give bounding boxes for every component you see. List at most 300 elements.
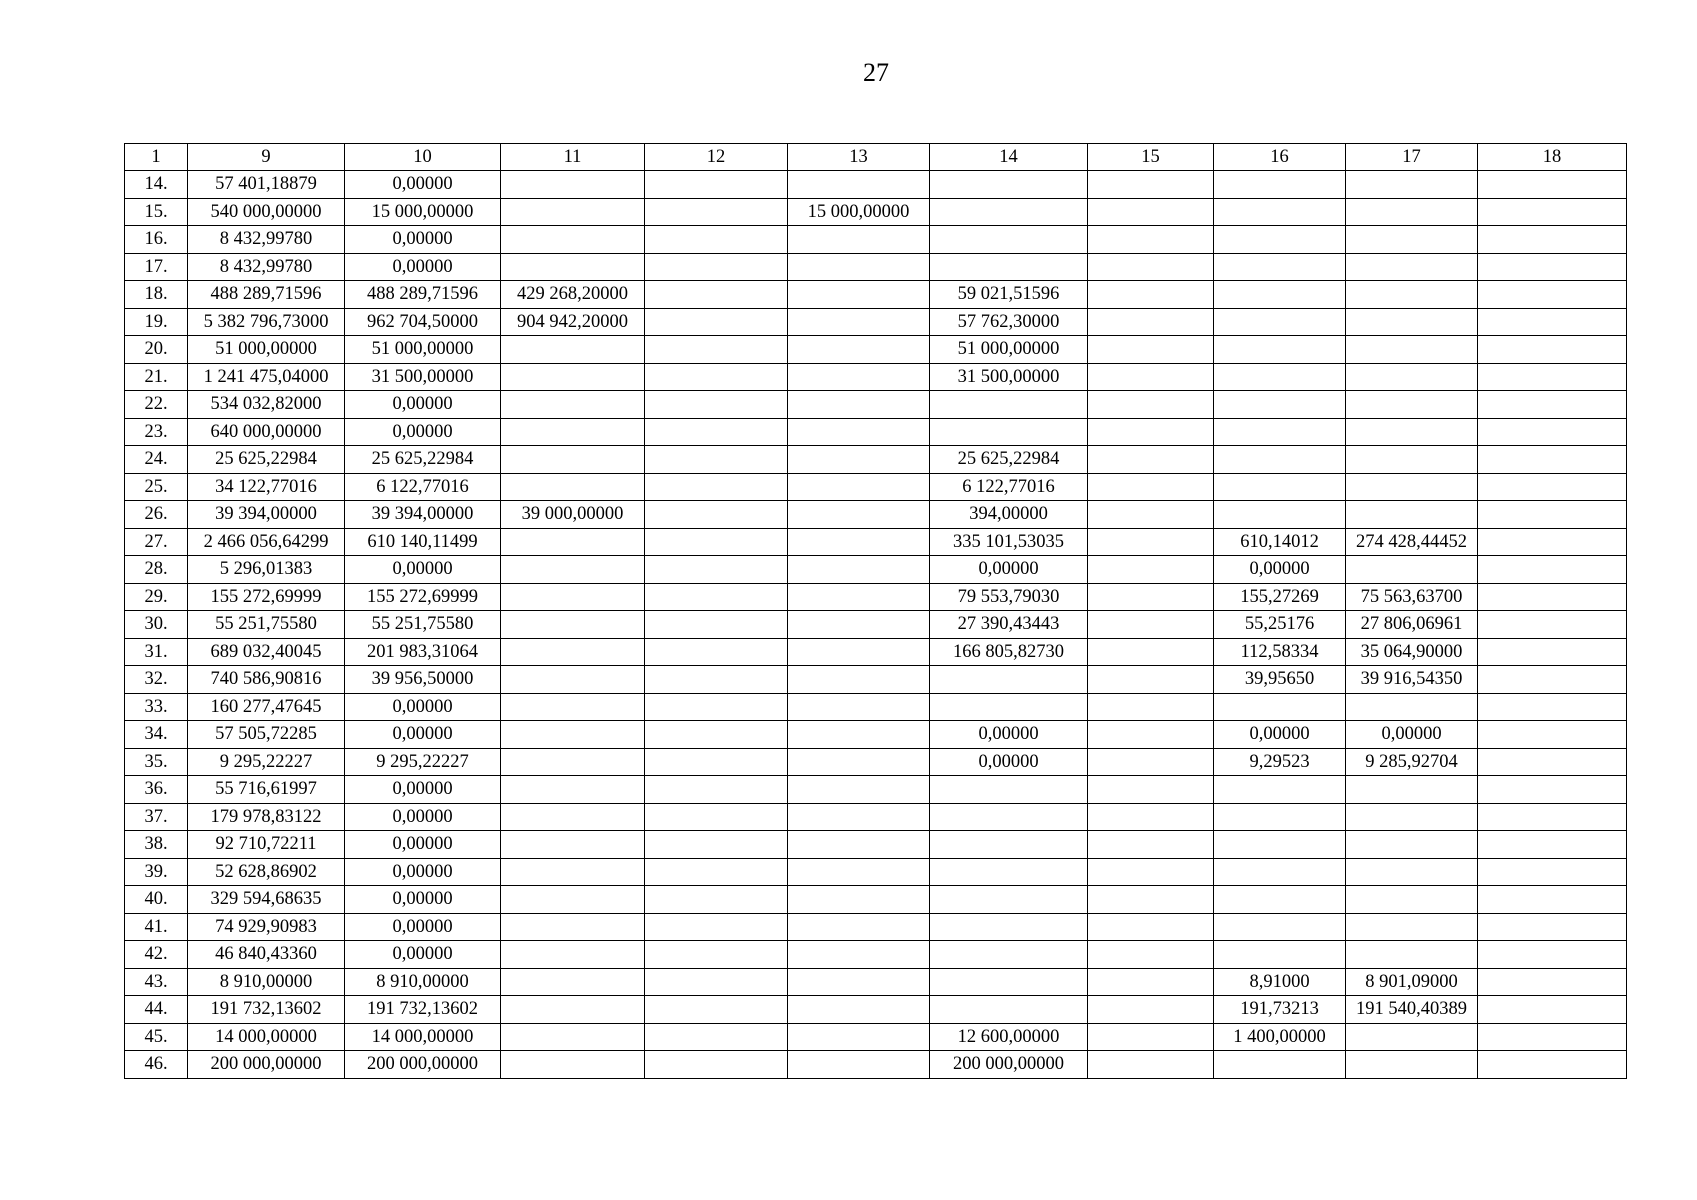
table-cell bbox=[930, 391, 1088, 419]
table-cell bbox=[1478, 473, 1627, 501]
table-cell: 488 289,71596 bbox=[188, 281, 345, 309]
table-cell bbox=[1346, 446, 1478, 474]
table-row bbox=[125, 941, 1627, 969]
row-number-cell: 46. bbox=[125, 1051, 188, 1079]
table-header-row bbox=[125, 144, 1627, 171]
table-cell bbox=[1478, 528, 1627, 556]
row-number-cell: 24. bbox=[125, 446, 188, 474]
table-cell bbox=[1478, 858, 1627, 886]
row-number-cell: 23. bbox=[125, 418, 188, 446]
table-cell: 8 910,00000 bbox=[188, 968, 345, 996]
table-cell: 112,58334 bbox=[1214, 638, 1346, 666]
table-row bbox=[125, 556, 1627, 584]
table-cell bbox=[1214, 473, 1346, 501]
table-cell: 166 805,82730 bbox=[930, 638, 1088, 666]
table-cell bbox=[1088, 308, 1214, 336]
table-cell bbox=[1214, 1051, 1346, 1079]
table-cell bbox=[1088, 886, 1214, 914]
table-cell bbox=[1478, 391, 1627, 419]
table-cell: 31 500,00000 bbox=[345, 363, 501, 391]
table-cell bbox=[930, 253, 1088, 281]
row-number-cell: 30. bbox=[125, 611, 188, 639]
table-cell: 740 586,90816 bbox=[188, 666, 345, 694]
page-number: 27 bbox=[863, 58, 889, 87]
table-cell bbox=[645, 171, 788, 199]
table-cell bbox=[1478, 1023, 1627, 1051]
row-number-cell: 28. bbox=[125, 556, 188, 584]
table-cell bbox=[645, 913, 788, 941]
table-cell bbox=[1478, 418, 1627, 446]
table-cell: 200 000,00000 bbox=[345, 1051, 501, 1079]
table-row bbox=[125, 1051, 1627, 1079]
table-cell bbox=[1478, 803, 1627, 831]
table-cell bbox=[1088, 501, 1214, 529]
row-number-cell: 36. bbox=[125, 776, 188, 804]
table-cell: 0,00000 bbox=[345, 941, 501, 969]
table-cell bbox=[1478, 721, 1627, 749]
table-cell bbox=[1088, 638, 1214, 666]
row-number-cell: 29. bbox=[125, 583, 188, 611]
table-cell: 200 000,00000 bbox=[188, 1051, 345, 1079]
table-cell bbox=[1088, 198, 1214, 226]
table-cell bbox=[1088, 363, 1214, 391]
table-cell bbox=[501, 941, 645, 969]
table-cell bbox=[1214, 418, 1346, 446]
table-cell: 0,00000 bbox=[345, 226, 501, 254]
table-cell: 335 101,53035 bbox=[930, 528, 1088, 556]
table-cell: 155,27269 bbox=[1214, 583, 1346, 611]
table-cell: 55 251,75580 bbox=[345, 611, 501, 639]
row-number-cell: 45. bbox=[125, 1023, 188, 1051]
table-cell: 39 394,00000 bbox=[188, 501, 345, 529]
table-cell bbox=[645, 363, 788, 391]
table-cell: 191 540,40389 bbox=[1346, 996, 1478, 1024]
table-row bbox=[125, 638, 1627, 666]
table-cell bbox=[1088, 858, 1214, 886]
table-cell bbox=[1088, 748, 1214, 776]
column-header: 13 bbox=[788, 144, 930, 171]
table-cell bbox=[1478, 693, 1627, 721]
table-cell bbox=[645, 556, 788, 584]
table-cell bbox=[1088, 941, 1214, 969]
table-cell: 0,00000 bbox=[345, 776, 501, 804]
table-cell bbox=[501, 886, 645, 914]
table-cell bbox=[645, 418, 788, 446]
table-cell: 55,25176 bbox=[1214, 611, 1346, 639]
table-cell bbox=[1088, 253, 1214, 281]
table-cell: 0,00000 bbox=[345, 391, 501, 419]
table-cell: 962 704,50000 bbox=[345, 308, 501, 336]
table-cell: 0,00000 bbox=[345, 693, 501, 721]
table-cell bbox=[788, 501, 930, 529]
row-number-cell: 19. bbox=[125, 308, 188, 336]
table-cell bbox=[501, 336, 645, 364]
table-cell: 12 600,00000 bbox=[930, 1023, 1088, 1051]
table-cell bbox=[645, 198, 788, 226]
table-cell: 15 000,00000 bbox=[788, 198, 930, 226]
table-row bbox=[125, 308, 1627, 336]
table-cell bbox=[788, 666, 930, 694]
table-row bbox=[125, 831, 1627, 859]
table-cell: 0,00000 bbox=[930, 721, 1088, 749]
table-cell: 14 000,00000 bbox=[188, 1023, 345, 1051]
table-cell bbox=[1214, 336, 1346, 364]
table-cell bbox=[1346, 776, 1478, 804]
table-cell: 74 929,90983 bbox=[188, 913, 345, 941]
table-cell bbox=[788, 1023, 930, 1051]
table-cell bbox=[1088, 418, 1214, 446]
table-cell bbox=[1346, 858, 1478, 886]
table-row bbox=[125, 776, 1627, 804]
table-cell bbox=[645, 996, 788, 1024]
table-cell bbox=[1478, 941, 1627, 969]
table-cell bbox=[645, 941, 788, 969]
table-cell bbox=[501, 473, 645, 501]
table-cell bbox=[501, 391, 645, 419]
table-cell bbox=[1478, 363, 1627, 391]
table-cell bbox=[788, 363, 930, 391]
table-cell bbox=[1088, 693, 1214, 721]
table-cell bbox=[1478, 638, 1627, 666]
table-cell: 0,00000 bbox=[930, 748, 1088, 776]
table-cell: 75 563,63700 bbox=[1346, 583, 1478, 611]
table-cell bbox=[645, 281, 788, 309]
table-cell bbox=[501, 198, 645, 226]
column-header: 15 bbox=[1088, 144, 1214, 171]
table-cell bbox=[930, 913, 1088, 941]
table-cell bbox=[1478, 446, 1627, 474]
table-cell: 0,00000 bbox=[345, 913, 501, 941]
table-cell bbox=[501, 666, 645, 694]
table-cell bbox=[788, 253, 930, 281]
table-cell: 15 000,00000 bbox=[345, 198, 501, 226]
table-cell: 191 732,13602 bbox=[345, 996, 501, 1024]
table-cell bbox=[1478, 748, 1627, 776]
table-cell: 0,00000 bbox=[345, 886, 501, 914]
row-number-cell: 20. bbox=[125, 336, 188, 364]
table-cell bbox=[1478, 556, 1627, 584]
table-cell: 5 296,01383 bbox=[188, 556, 345, 584]
table-cell bbox=[1346, 473, 1478, 501]
table-cell bbox=[788, 611, 930, 639]
table-cell: 610 140,11499 bbox=[345, 528, 501, 556]
table-cell bbox=[788, 996, 930, 1024]
table-cell: 46 840,43360 bbox=[188, 941, 345, 969]
table-cell bbox=[1478, 666, 1627, 694]
table-cell bbox=[501, 226, 645, 254]
table-cell: 25 625,22984 bbox=[188, 446, 345, 474]
table-cell bbox=[645, 748, 788, 776]
table-cell bbox=[1346, 363, 1478, 391]
table-row bbox=[125, 913, 1627, 941]
table-cell: 9 295,22227 bbox=[345, 748, 501, 776]
table-cell bbox=[501, 638, 645, 666]
table-row bbox=[125, 226, 1627, 254]
table-cell bbox=[1346, 226, 1478, 254]
table-cell: 1 241 475,04000 bbox=[188, 363, 345, 391]
table-cell: 6 122,77016 bbox=[345, 473, 501, 501]
table-row bbox=[125, 858, 1627, 886]
table-cell: 689 032,40045 bbox=[188, 638, 345, 666]
table-cell bbox=[788, 693, 930, 721]
table-cell: 9 285,92704 bbox=[1346, 748, 1478, 776]
table-cell: 0,00000 bbox=[345, 858, 501, 886]
table-cell: 25 625,22984 bbox=[930, 446, 1088, 474]
table-cell bbox=[1088, 226, 1214, 254]
table-cell: 640 000,00000 bbox=[188, 418, 345, 446]
row-number-cell: 14. bbox=[125, 171, 188, 199]
table-cell: 429 268,20000 bbox=[501, 281, 645, 309]
table-row bbox=[125, 336, 1627, 364]
table-cell bbox=[1478, 281, 1627, 309]
table-cell bbox=[788, 418, 930, 446]
data-table bbox=[124, 143, 1627, 1079]
table-cell: 8 432,99780 bbox=[188, 253, 345, 281]
table-cell bbox=[501, 1051, 645, 1079]
table-cell bbox=[788, 336, 930, 364]
table-cell: 274 428,44452 bbox=[1346, 528, 1478, 556]
table-cell bbox=[1214, 831, 1346, 859]
table-cell: 0,00000 bbox=[1214, 556, 1346, 584]
table-cell bbox=[645, 473, 788, 501]
table-cell bbox=[1088, 913, 1214, 941]
column-header: 18 bbox=[1478, 144, 1627, 171]
table-cell bbox=[1214, 281, 1346, 309]
row-number-cell: 16. bbox=[125, 226, 188, 254]
table-cell: 8 901,09000 bbox=[1346, 968, 1478, 996]
table-cell bbox=[1214, 253, 1346, 281]
table-cell bbox=[788, 473, 930, 501]
table-cell: 39 394,00000 bbox=[345, 501, 501, 529]
table-cell: 610,14012 bbox=[1214, 528, 1346, 556]
table-cell bbox=[1478, 1051, 1627, 1079]
table-cell bbox=[1346, 693, 1478, 721]
table-cell bbox=[1346, 886, 1478, 914]
table-cell bbox=[645, 968, 788, 996]
table-cell bbox=[788, 831, 930, 859]
table-cell bbox=[1346, 281, 1478, 309]
table-cell bbox=[1088, 996, 1214, 1024]
table-cell bbox=[930, 693, 1088, 721]
table-cell bbox=[645, 391, 788, 419]
table-cell bbox=[1478, 996, 1627, 1024]
table-row bbox=[125, 968, 1627, 996]
table-cell: 191 732,13602 bbox=[188, 996, 345, 1024]
table-cell: 2 466 056,64299 bbox=[188, 528, 345, 556]
table-cell bbox=[645, 226, 788, 254]
table-cell: 9,29523 bbox=[1214, 748, 1346, 776]
table-row bbox=[125, 886, 1627, 914]
table-cell bbox=[1346, 1051, 1478, 1079]
table-cell: 27 390,43443 bbox=[930, 611, 1088, 639]
table-cell bbox=[1088, 968, 1214, 996]
table-cell: 27 806,06961 bbox=[1346, 611, 1478, 639]
table-cell: 51 000,00000 bbox=[930, 336, 1088, 364]
table-cell bbox=[645, 858, 788, 886]
table-cell bbox=[645, 666, 788, 694]
table-cell bbox=[1346, 308, 1478, 336]
table-cell bbox=[1214, 913, 1346, 941]
table-cell: 540 000,00000 bbox=[188, 198, 345, 226]
table-cell: 55 251,75580 bbox=[188, 611, 345, 639]
table-cell bbox=[788, 721, 930, 749]
table-cell: 0,00000 bbox=[345, 253, 501, 281]
table-cell bbox=[1214, 198, 1346, 226]
table-cell bbox=[1478, 171, 1627, 199]
table-cell bbox=[645, 693, 788, 721]
table-cell: 0,00000 bbox=[1214, 721, 1346, 749]
table-cell bbox=[788, 858, 930, 886]
table-cell bbox=[501, 831, 645, 859]
table-cell: 329 594,68635 bbox=[188, 886, 345, 914]
table-cell bbox=[645, 803, 788, 831]
table-cell bbox=[930, 226, 1088, 254]
table-cell: 0,00000 bbox=[345, 556, 501, 584]
table-cell bbox=[930, 803, 1088, 831]
table-cell bbox=[930, 831, 1088, 859]
table-cell bbox=[501, 611, 645, 639]
table-cell bbox=[930, 666, 1088, 694]
table-cell bbox=[1088, 528, 1214, 556]
row-number-cell: 42. bbox=[125, 941, 188, 969]
table-cell bbox=[645, 253, 788, 281]
table-cell: 51 000,00000 bbox=[188, 336, 345, 364]
table-cell bbox=[788, 391, 930, 419]
table-cell bbox=[1346, 198, 1478, 226]
table-cell bbox=[501, 528, 645, 556]
table-cell: 0,00000 bbox=[930, 556, 1088, 584]
table-cell: 0,00000 bbox=[345, 721, 501, 749]
table-cell bbox=[1214, 803, 1346, 831]
table-cell bbox=[1214, 446, 1346, 474]
row-number-cell: 17. bbox=[125, 253, 188, 281]
row-number-cell: 39. bbox=[125, 858, 188, 886]
table-cell bbox=[1214, 501, 1346, 529]
table-cell: 0,00000 bbox=[345, 418, 501, 446]
table-cell bbox=[1478, 968, 1627, 996]
table-cell bbox=[1214, 391, 1346, 419]
table-cell bbox=[1088, 391, 1214, 419]
table-cell bbox=[1478, 336, 1627, 364]
table-cell bbox=[645, 886, 788, 914]
table-row bbox=[125, 391, 1627, 419]
table-cell bbox=[930, 171, 1088, 199]
row-number-cell: 35. bbox=[125, 748, 188, 776]
table-cell bbox=[1346, 803, 1478, 831]
table-cell bbox=[501, 583, 645, 611]
table-cell: 31 500,00000 bbox=[930, 363, 1088, 391]
table-cell bbox=[1088, 666, 1214, 694]
table-row bbox=[125, 996, 1627, 1024]
table-cell bbox=[501, 968, 645, 996]
table-cell: 1 400,00000 bbox=[1214, 1023, 1346, 1051]
table-cell bbox=[788, 446, 930, 474]
table-row bbox=[125, 253, 1627, 281]
table-cell bbox=[930, 996, 1088, 1024]
row-number-cell: 21. bbox=[125, 363, 188, 391]
table-cell bbox=[1478, 501, 1627, 529]
table-cell bbox=[645, 583, 788, 611]
table-cell bbox=[645, 1051, 788, 1079]
table-cell: 904 942,20000 bbox=[501, 308, 645, 336]
table-cell bbox=[1346, 391, 1478, 419]
table-cell: 39 000,00000 bbox=[501, 501, 645, 529]
table-cell bbox=[645, 308, 788, 336]
table-cell bbox=[645, 831, 788, 859]
table-cell bbox=[1346, 253, 1478, 281]
column-header: 16 bbox=[1214, 144, 1346, 171]
table-cell: 39 916,54350 bbox=[1346, 666, 1478, 694]
table-cell: 57 505,72285 bbox=[188, 721, 345, 749]
row-number-cell: 18. bbox=[125, 281, 188, 309]
row-number-cell: 37. bbox=[125, 803, 188, 831]
table-row bbox=[125, 721, 1627, 749]
table-row bbox=[125, 446, 1627, 474]
table-cell: 0,00000 bbox=[345, 803, 501, 831]
table-row bbox=[125, 528, 1627, 556]
table-cell bbox=[645, 611, 788, 639]
table-row bbox=[125, 198, 1627, 226]
table-row bbox=[125, 501, 1627, 529]
column-header: 10 bbox=[345, 144, 501, 171]
row-number-cell: 25. bbox=[125, 473, 188, 501]
table-cell bbox=[930, 968, 1088, 996]
table-cell bbox=[1088, 611, 1214, 639]
row-number-cell: 26. bbox=[125, 501, 188, 529]
table-cell bbox=[1478, 886, 1627, 914]
table-cell bbox=[930, 858, 1088, 886]
table-cell bbox=[1478, 253, 1627, 281]
table-cell bbox=[788, 748, 930, 776]
table-row bbox=[125, 748, 1627, 776]
table-cell bbox=[1346, 556, 1478, 584]
table-cell bbox=[501, 858, 645, 886]
table-cell: 0,00000 bbox=[345, 171, 501, 199]
table-cell bbox=[501, 913, 645, 941]
column-header: 14 bbox=[930, 144, 1088, 171]
table-cell bbox=[645, 336, 788, 364]
table-cell bbox=[501, 171, 645, 199]
table-cell bbox=[788, 556, 930, 584]
table-cell bbox=[1088, 171, 1214, 199]
table-cell bbox=[501, 693, 645, 721]
table-cell bbox=[1214, 693, 1346, 721]
table-cell: 155 272,69999 bbox=[188, 583, 345, 611]
table-cell bbox=[501, 1023, 645, 1051]
table-cell: 394,00000 bbox=[930, 501, 1088, 529]
table-cell: 39 956,50000 bbox=[345, 666, 501, 694]
table-row bbox=[125, 171, 1627, 199]
table-row bbox=[125, 363, 1627, 391]
table-cell: 55 716,61997 bbox=[188, 776, 345, 804]
table-cell bbox=[1478, 308, 1627, 336]
table-cell bbox=[501, 996, 645, 1024]
table-cell bbox=[1478, 198, 1627, 226]
table-cell: 51 000,00000 bbox=[345, 336, 501, 364]
column-header: 1 bbox=[125, 144, 188, 171]
table-cell bbox=[501, 748, 645, 776]
table-row bbox=[125, 611, 1627, 639]
table-cell bbox=[1088, 281, 1214, 309]
table-cell bbox=[1478, 776, 1627, 804]
table-row bbox=[125, 803, 1627, 831]
table-cell bbox=[1088, 583, 1214, 611]
column-header: 9 bbox=[188, 144, 345, 171]
row-number-cell: 27. bbox=[125, 528, 188, 556]
table-cell: 488 289,71596 bbox=[345, 281, 501, 309]
table-cell bbox=[1088, 803, 1214, 831]
table-cell bbox=[930, 886, 1088, 914]
